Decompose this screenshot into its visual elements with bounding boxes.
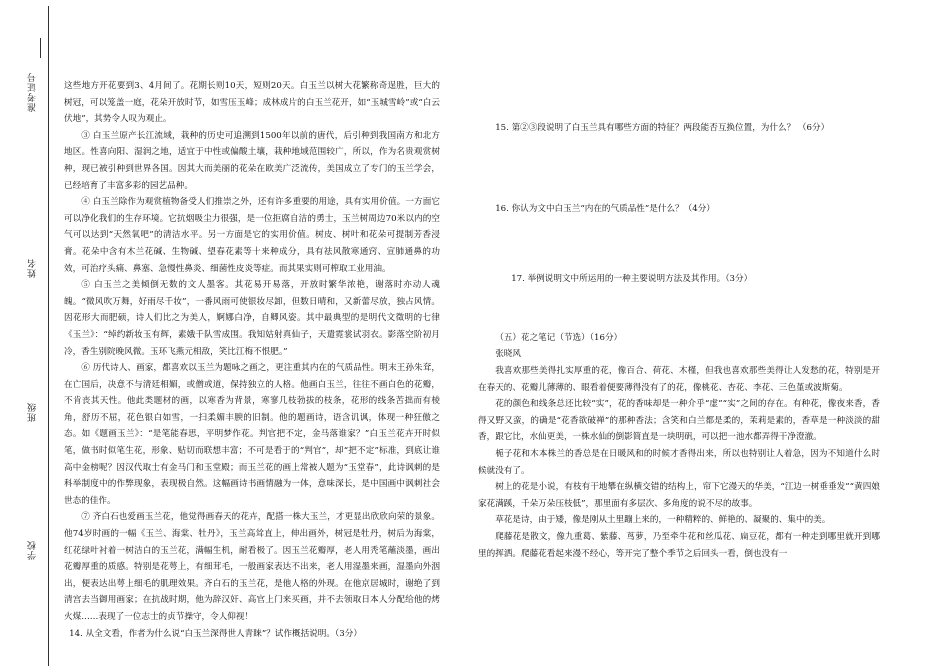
right-paragraph-6: 爬藤花是散文，像九重葛、紫藤、茑萝，乃至牵牛花和丝瓜花、扁豆花，都有一种走到哪里就开到哪里的挥洒。爬藤花看起来漫不经心，等开完了整个季节之后回头一看，倒也没有一	[478, 531, 880, 559]
question-14: 14. 从全文看，作者为什么说“白玉兰深得世人青睐”？试作概括说明。（3分）	[69, 628, 362, 639]
left-column	[64, 78, 440, 642]
binding-line	[48, 6, 49, 666]
left-paragraph-5: ⑥ 历代诗人、画家，都喜欢以玉兰为题咏之画之，更注重其内在的气质品性。明末王孙朱耷，在亡国后，决意不与清廷相媚，或僧或道，保持独立的人格。他画白玉兰，往往不画白色的花瓣，不肯丧其天性。他此类题材的画，以寒香为背景，寒寥几枝勃拔的枝条，花形的线条苦拙而有棱角，舒历不屈，花色银白如雪，一扫柔媚丰腴的旧制。他的题画诗，语含讥讽，体现一种狂傲之态。如《题画玉兰》：“是笔能春思，平明梦作花。判官把不定，金马落谁家？”白玉兰花卉开时似笔，做书时似笔生花，形象、贴切而联想丰富；不可是看于的“判官”，却“把不定”标准，到底让谁高中金榜呢？因汉代取士有金马门和玉堂殿；而玉兰花的画上常被人题为“玉堂春”，此诗讽刺的是科举制度中的作弊现象，表现极自然。这幅画诗书画情融为一体，意味深长，是中国画中讽刺社会世态的佳作。	[64, 363, 440, 506]
answer-space-16	[478, 217, 880, 271]
question-16: 16. 你认为文中白玉兰“内在的气质品性”是什么？（4分）	[495, 203, 715, 214]
left-paragraph-3: ④ 白玉兰除作为观赏植物备受人们推崇之外，还有许多重要的用途，具有实用价值。一方面它可以净化我们的生存环境。它抗烟吸尘力很强，是一位拒腐自洁的勇士，玉兰树周边70米以内的空气可以达到“天然氧吧”的清洁水平。另一方面是它的实用价值。树皮、树叶和花朵可提制芳香浸膏。花朵中含有木兰花碱、生物碱、望春花素等十来种成分，具有祛风散寒通窍、宣肺通鼻的功效，可治疗头痛、鼻塞、急慢性鼻炎、细菌性皮炎等症。而其果实则可榨取工业用油。	[64, 197, 440, 274]
question-17: 17. 举例说明文中所运用的一种主要说明方法及其作用。（3分）	[511, 274, 753, 285]
answer-space-15	[478, 137, 880, 201]
class-label: 班级	[28, 402, 38, 422]
exam-number-line	[40, 38, 41, 58]
name-label: 姓名	[28, 258, 38, 278]
left-paragraph-4: ⑤ 白玉兰之美倾倒无数的文人墨客。其花易开易落，开放时繁华浓艳，谢落时亦动人魂魄。“微风吹万舞，好雨尽千妆”，一番风雨可使银妆尽卸，但数日晴和，又新蕾尽放，独占风情。因花形大而肥硕，诗人们比之为美人，婀娜白净，自卿风姿。其中最典型的是明代文徵明的七律《玉兰》：“绰约新妆玉有辉，素娥千队雪成围。我知姑射真仙子，天遣霓裳试羽衣。影落空阶初月冷，香生别院晚风微。玉环飞燕元相敌，笑比江梅不恨肥。”	[64, 280, 440, 357]
left-paragraph-6: ⑦ 齐白石也爱画玉兰花，他觉得画春天的花卉，配搭一株大玉兰，才更显出欣欣向荣的景象。他74岁时画的一幅《玉兰、海棠、牡丹》，玉兰高耸直上，伸出画外，树冠是牡丹，树后为海棠，红花绿叶衬着一树洁白的玉兰花，满幅生机，耐看极了。因玉兰花瓣厚，老人用秃笔蘸淡墨，画出花瓣厚重的质感。特别是花萼上，有细茸毛，一般画家表达不出来，老人用湿墨来画，湿墨向外洇出，便表达出萼上细毛的肌理效果。齐白石的玉兰花，是他人格的外现。在他京居城时，谢绝了到清宫去当御用画家；在抗战时期，他为辞汉奸、高官上门来买画，并不去领取日本人分配给他的烤火煤……表现了一位志士的贞节操守，令人仰视！	[64, 512, 440, 622]
question-15: 15. 第②③段说明了白玉兰具有哪些方面的特征？两段能否互换位置，为什么？ （6分）	[495, 123, 830, 133]
binding-margin	[0, 0, 58, 671]
right-paragraph-3: 栀子花和木本株兰的香总是在日暖风和的时候才香得出来，所以也特别让人着急，因为不知道什么时候就没有了。	[478, 448, 880, 476]
school-label: 学校	[28, 540, 38, 560]
right-paragraph-2: 花的颜色和线条总还比较“实”，花的香味却是一种介乎“虚”“实”之间的存在。有种花，像夜来香，香得又野又蛮，的确是“花香欲破禅”的那种香法；含笑和白兰都是柔的，茉莉是素的，香草是一种淡淡的甜香，跟它比，水仙更美，一株水仙的倒影简直是一块明矾，可以把一池水都弄得干净澄澈。	[478, 399, 880, 443]
right-column	[478, 120, 880, 562]
right-paragraph-1: 我喜欢那些美得扎实厚重的花，像百合、荷花、木槿，但我也喜欢那些美得让人发愁的花，特别是开在春天的、花瓣儿薄薄的、眼看着便要薄得没有了的花，像桃花、杏花、李花、三色堇或波斯菊。	[478, 365, 880, 393]
author-name: 张晓风	[495, 349, 521, 360]
right-paragraph-4: 树上的花是小说，有枝有干地攀在纵横交错的结构上，帘下它漫天的华美，“江边一树垂垂发”“黄四娘家花满蹊，千朵万朵压枝低”，那里面有多层次、多角度的说不尽的故事。	[478, 482, 880, 509]
left-paragraph-2: ③ 白玉兰原产长江流域，栽种的历史可追溯到1500年以前的唐代，后引种到我国南方和北方地区。性喜向阳、湿润之地，适宜于中性或偏酸土壤，栽种地域范围较广，所以，作为名贵观赏树种，现已被引种到世界各国。因其大而美丽的花朵在欧美广泛流传，美国成立了专门的玉兰学会，已经培育了丰富多彩的园艺品种。	[64, 130, 440, 191]
exam-number-label: 准考证号	[28, 72, 38, 112]
right-paragraph-5: 草花是诗，由于矮，像是刚从土里蹦上来的，一种精粹的、鲜艳的、凝聚的、集中的美。	[495, 515, 831, 526]
section-title: （五）花之笔记（节选）（16分）	[495, 332, 623, 343]
left-paragraph-1: 这些地方开花要到3、4月间了。花期长则10天，短则20天。白玉兰以树大花繁称奇逞胜，巨大的树冠，可以笼盖一庭，花朵开放时节，如雪压玉峰；成林成片的白玉兰花开，如“玉城雪岭”或“白云伏地”，其势令人叹为观止。	[64, 81, 440, 125]
answer-space-17	[478, 288, 880, 330]
